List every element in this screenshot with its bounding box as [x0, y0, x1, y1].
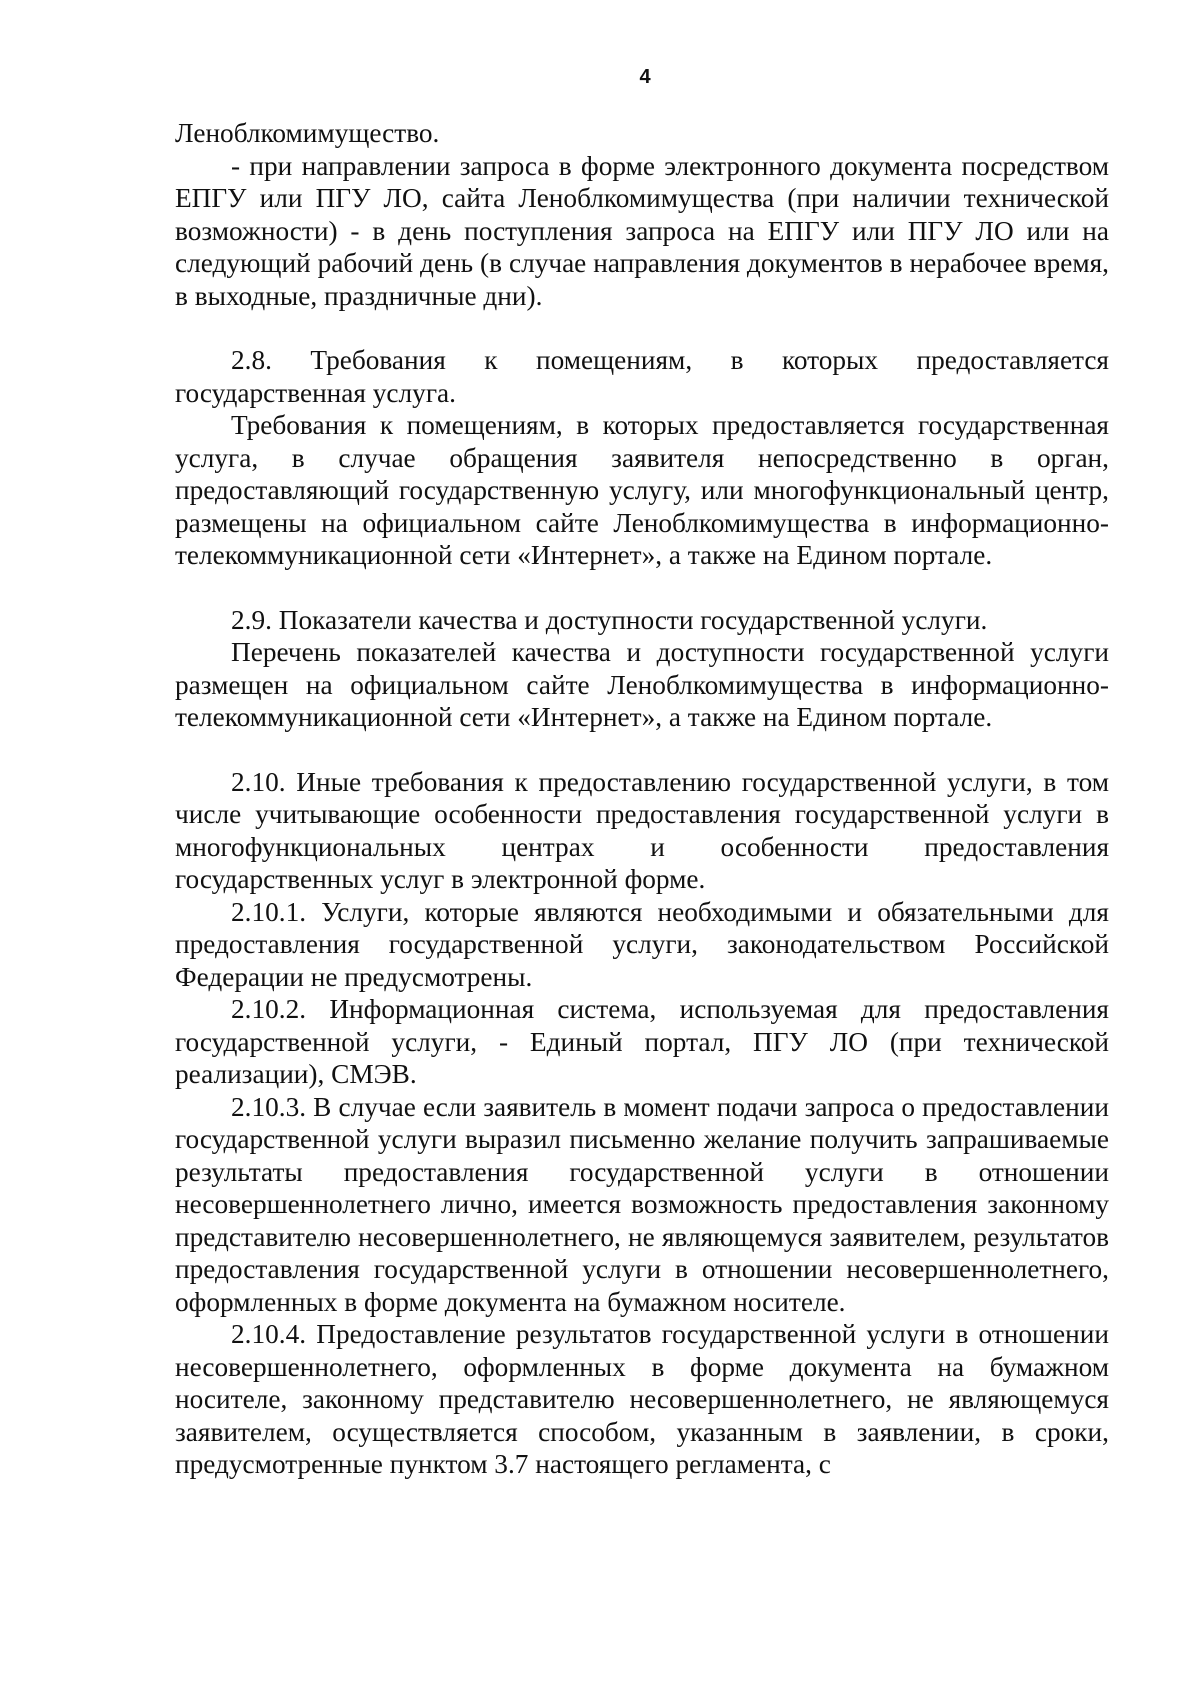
paragraph-2-10-2: 2.10.2. Информационная система, используемая для предоставления государственной услуги, - Единый портал, ПГУ ЛО (при технической реализации), СМЭВ.: [175, 994, 1109, 1089]
paragraph-2-10-4: 2.10.4. Предоставление результатов государственной услуги в отношении несовершеннолетнего, оформленных в форме документа на бумажном носителе, законному представителю несовершеннолетнего, не являющемуся заявителем, осуществляется способом, указанным в заявлении, в сроки, предусмотренные пунктом 3.7 настоящего регламента, с: [175, 1319, 1109, 1479]
section-heading-2-10: 2.10. Иные требования к предоставлению государственной услуги, в том числе учитывающие особенности предоставления государственной услуги в многофункциональных центрах и особенности предоставления государственных услуг в электронной форме.: [175, 766, 1109, 894]
page-number: 4: [639, 66, 651, 88]
section-heading-2-9: 2.9. Показатели качества и доступности государственной услуги.: [231, 604, 988, 635]
paragraph-quality-indicators: Перечень показателей качества и доступности государственной услуги размещен на официальном сайте Леноблкомимущества в информационно-телекоммуникационной сети «Интернет», а также на Едином портале.: [175, 637, 1109, 732]
paragraph-continuation: Леноблкомимущество.: [175, 118, 440, 148]
paragraph-electronic-request: - при направлении запроса в форме электронного документа посредством ЕПГУ или ПГУ ЛО, сайта Леноблкомимущества (при наличии технической возможности) - в день поступления запроса на ЕПГУ или ПГУ ЛО или на следующий рабочий день (в случае направления документов в нерабочее время, в выходные, праздничные дни).: [175, 150, 1109, 311]
section-heading-2-8: 2.8. Требования к помещениям, в которых предоставляется государственная услуга.: [175, 345, 1109, 408]
paragraph-2-10-1: 2.10.1. Услуги, которые являются необходимыми и обязательными для предоставления государственной услуги, законодательством Российской Федерации не предусмотрены.: [175, 896, 1109, 992]
document-body: [175, 117, 1109, 1481]
paragraph-premises-requirements: Требования к помещениям, в которых предоставляется государственная услуга, в случае обращения заявителя непосредственно в орган, предоставляющий государственную услугу, или многофункциональный центр, размещены на официальном сайте Леноблкомимущества в информационно-телекоммуникационной сети «Интернет», а также на Едином портале.: [175, 410, 1109, 570]
paragraph-2-10-3: 2.10.3. В случае если заявитель в момент подачи запроса о предоставлении государственной услуги выразил письменно желание получить запрашиваемые результаты предоставления государственной услуги в отношении несовершеннолетнего лично, имеется возможность предоставления законному представителю несовершеннолетнего, не являющемуся заявителем, результатов предоставления государственной услуги в отношении несовершеннолетнего, оформленных в форме документа на бумажном носителе.: [175, 1091, 1109, 1317]
